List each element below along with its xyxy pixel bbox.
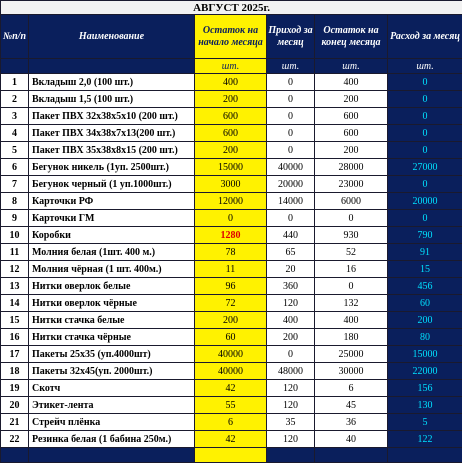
unit-num[interactable] <box>1 59 29 74</box>
end-balance-cell[interactable]: 0 <box>315 210 388 227</box>
income-cell[interactable]: 360 <box>267 278 315 295</box>
item-name-cell[interactable]: Коробки <box>29 227 195 244</box>
income-cell[interactable]: 0 <box>267 74 315 91</box>
row-number-cell[interactable]: 3 <box>1 108 29 125</box>
income-cell[interactable]: 0 <box>267 142 315 159</box>
row-number-cell[interactable]: 6 <box>1 159 29 176</box>
unit-income[interactable]: шт. <box>267 59 315 74</box>
start-balance-cell[interactable]: 60 <box>195 329 267 346</box>
start-balance-cell[interactable]: 200 <box>195 91 267 108</box>
expense-cell[interactable]: 0 <box>388 210 462 227</box>
row-number-cell[interactable]: 4 <box>1 125 29 142</box>
expense-cell[interactable]: 91 <box>388 244 462 261</box>
table-row <box>1 142 462 159</box>
start-balance-cell[interactable]: 55 <box>195 397 267 414</box>
header-start[interactable]: Остаток на начало месяца <box>195 15 267 59</box>
table-row <box>1 397 462 414</box>
expense-cell[interactable]: 0 <box>388 108 462 125</box>
expense-cell[interactable]: 22000 <box>388 363 462 380</box>
income-cell[interactable]: 120 <box>267 380 315 397</box>
table-row <box>1 363 462 380</box>
header-num[interactable]: №п/п <box>1 15 29 59</box>
income-cell[interactable]: 20 <box>267 261 315 278</box>
end-balance-cell[interactable]: 600 <box>315 125 388 142</box>
item-name-cell[interactable]: Пакет ПВХ 35х38х8х15 (200 шт.) <box>29 142 195 159</box>
income-cell[interactable]: 120 <box>267 295 315 312</box>
row-number-cell[interactable]: 22 <box>1 431 29 448</box>
start-balance-cell[interactable]: 78 <box>195 244 267 261</box>
table-row <box>1 312 462 329</box>
start-balance-cell[interactable]: 600 <box>195 108 267 125</box>
expense-cell[interactable]: 156 <box>388 380 462 397</box>
table-row <box>1 159 462 176</box>
start-balance-cell[interactable]: 11 <box>195 261 267 278</box>
start-balance-cell[interactable]: 15000 <box>195 159 267 176</box>
expense-cell[interactable]: 0 <box>388 91 462 108</box>
item-name-cell[interactable]: Пакеты 25х35 (уп.4000шт) <box>29 346 195 363</box>
item-name-cell[interactable]: Нитки оверлок чёрные <box>29 295 195 312</box>
expense-cell[interactable]: 20000 <box>388 193 462 210</box>
header-name[interactable]: Наименование <box>29 15 195 59</box>
expense-cell[interactable]: 200 <box>388 312 462 329</box>
income-cell[interactable]: 0 <box>267 125 315 142</box>
start-balance-cell[interactable]: 600 <box>195 125 267 142</box>
table-row <box>1 108 462 125</box>
row-number-cell[interactable]: 13 <box>1 278 29 295</box>
end-balance-cell[interactable]: 23000 <box>315 176 388 193</box>
income-cell[interactable]: 20000 <box>267 176 315 193</box>
income-cell[interactable]: 65 <box>267 244 315 261</box>
table-row <box>1 346 462 363</box>
item-name-cell[interactable]: Карточки РФ <box>29 193 195 210</box>
item-name-cell[interactable]: Вкладыш 1,5 (100 шт.) <box>29 91 195 108</box>
table-row <box>1 176 462 193</box>
start-balance-cell[interactable]: 40000 <box>195 346 267 363</box>
end-balance-cell[interactable]: 132 <box>315 295 388 312</box>
table-row <box>1 227 462 244</box>
income-cell[interactable]: 0 <box>267 108 315 125</box>
item-name-cell[interactable]: Карточки ГМ <box>29 210 195 227</box>
start-balance-cell[interactable]: 6 <box>195 414 267 431</box>
start-balance-cell[interactable]: 0 <box>195 210 267 227</box>
row-number-cell[interactable]: 16 <box>1 329 29 346</box>
income-cell[interactable]: 48000 <box>267 363 315 380</box>
header-income[interactable]: Приход за месяц <box>267 15 315 59</box>
end-balance-cell[interactable]: 40 <box>315 431 388 448</box>
table-row <box>1 295 462 312</box>
footer-cell-income[interactable] <box>267 448 315 463</box>
table-row <box>1 431 462 448</box>
end-balance-cell[interactable]: 200 <box>315 142 388 159</box>
income-cell[interactable]: 120 <box>267 397 315 414</box>
income-cell[interactable]: 200 <box>267 329 315 346</box>
table-row <box>1 125 462 142</box>
row-number-cell[interactable]: 2 <box>1 91 29 108</box>
item-name-cell[interactable]: Этикет-лента <box>29 397 195 414</box>
expense-cell[interactable]: 456 <box>388 278 462 295</box>
table-row <box>1 74 462 91</box>
income-cell[interactable]: 0 <box>267 210 315 227</box>
expense-cell[interactable]: 790 <box>388 227 462 244</box>
row-number-cell[interactable]: 19 <box>1 380 29 397</box>
row-number-cell[interactable]: 10 <box>1 227 29 244</box>
row-number-cell[interactable]: 15 <box>1 312 29 329</box>
expense-cell[interactable]: 80 <box>388 329 462 346</box>
table-row <box>1 91 462 108</box>
unit-name[interactable] <box>29 59 195 74</box>
row-number-cell[interactable]: 7 <box>1 176 29 193</box>
units-row <box>1 59 462 74</box>
unit-end[interactable]: шт. <box>315 59 388 74</box>
item-name-cell[interactable]: Вкладыш 2,0 (100 шт.) <box>29 74 195 91</box>
table-row <box>1 244 462 261</box>
start-balance-cell[interactable]: 400 <box>195 74 267 91</box>
end-balance-cell[interactable]: 45 <box>315 397 388 414</box>
expense-cell[interactable]: 27000 <box>388 159 462 176</box>
end-balance-cell[interactable]: 52 <box>315 244 388 261</box>
expense-cell[interactable]: 122 <box>388 431 462 448</box>
header-end[interactable]: Остаток на конец месяца <box>315 15 388 59</box>
title-row <box>1 1 462 15</box>
end-balance-cell[interactable]: 400 <box>315 74 388 91</box>
item-name-cell[interactable]: Бегунок никель (1уп. 2500шт.) <box>29 159 195 176</box>
end-balance-cell[interactable]: 180 <box>315 329 388 346</box>
end-balance-cell[interactable]: 30000 <box>315 363 388 380</box>
item-name-cell[interactable]: Нитки стачка чёрные <box>29 329 195 346</box>
row-number-cell[interactable]: 5 <box>1 142 29 159</box>
end-balance-cell[interactable]: 600 <box>315 108 388 125</box>
end-balance-cell[interactable]: 400 <box>315 312 388 329</box>
end-balance-cell[interactable]: 6 <box>315 380 388 397</box>
footer-cell-name[interactable] <box>29 448 195 463</box>
income-cell[interactable]: 35 <box>267 414 315 431</box>
sheet-title[interactable]: АВГУСТ 2025г. <box>1 1 462 15</box>
income-cell[interactable]: 0 <box>267 91 315 108</box>
end-balance-cell[interactable]: 0 <box>315 278 388 295</box>
start-balance-cell[interactable]: 42 <box>195 431 267 448</box>
footer-cell-start[interactable] <box>195 448 267 463</box>
income-cell[interactable]: 14000 <box>267 193 315 210</box>
start-balance-cell[interactable]: 200 <box>195 142 267 159</box>
expense-cell[interactable]: 0 <box>388 142 462 159</box>
income-cell[interactable]: 0 <box>267 346 315 363</box>
item-name-cell[interactable]: Нитки стачка белые <box>29 312 195 329</box>
footer-cell-end[interactable] <box>315 448 388 463</box>
expense-cell[interactable]: 5 <box>388 414 462 431</box>
row-number-cell[interactable]: 9 <box>1 210 29 227</box>
item-name-cell[interactable]: Резинка белая (1 бабина 250м.) <box>29 431 195 448</box>
row-number-cell[interactable]: 20 <box>1 397 29 414</box>
end-balance-cell[interactable]: 6000 <box>315 193 388 210</box>
income-cell[interactable]: 40000 <box>267 159 315 176</box>
expense-cell[interactable]: 130 <box>388 397 462 414</box>
end-balance-cell[interactable]: 28000 <box>315 159 388 176</box>
item-name-cell[interactable]: Скотч <box>29 380 195 397</box>
header-expense[interactable]: Расход за месяц <box>388 15 462 59</box>
start-balance-cell[interactable]: 40000 <box>195 363 267 380</box>
row-number-cell[interactable]: 8 <box>1 193 29 210</box>
table-row <box>1 210 462 227</box>
row-number-cell[interactable]: 14 <box>1 295 29 312</box>
start-balance-cell[interactable]: 200 <box>195 312 267 329</box>
header-row <box>1 15 462 59</box>
expense-cell[interactable]: 15000 <box>388 346 462 363</box>
table-row <box>1 193 462 210</box>
row-number-cell[interactable]: 1 <box>1 74 29 91</box>
expense-cell[interactable]: 60 <box>388 295 462 312</box>
end-balance-cell[interactable]: 25000 <box>315 346 388 363</box>
start-balance-cell[interactable]: 12000 <box>195 193 267 210</box>
footer-row <box>1 448 462 463</box>
end-balance-cell[interactable]: 200 <box>315 91 388 108</box>
end-balance-cell[interactable]: 16 <box>315 261 388 278</box>
expense-cell[interactable]: 0 <box>388 176 462 193</box>
expense-cell[interactable]: 15 <box>388 261 462 278</box>
footer-cell-expense[interactable] <box>388 448 462 463</box>
expense-cell[interactable]: 0 <box>388 125 462 142</box>
table-row <box>1 278 462 295</box>
table-row <box>1 380 462 397</box>
start-balance-cell[interactable]: 42 <box>195 380 267 397</box>
row-number-cell[interactable]: 21 <box>1 414 29 431</box>
item-name-cell[interactable]: Пакет ПВХ 32х38х5х10 (200 шт.) <box>29 108 195 125</box>
table-row <box>1 414 462 431</box>
item-name-cell[interactable]: Стрейч плёнка <box>29 414 195 431</box>
start-balance-cell[interactable]: 3000 <box>195 176 267 193</box>
row-number-cell[interactable]: 12 <box>1 261 29 278</box>
footer-cell-num[interactable] <box>1 448 29 463</box>
item-name-cell[interactable]: Молния белая (1шт. 400 м.) <box>29 244 195 261</box>
unit-expense[interactable]: шт. <box>388 59 462 74</box>
row-number-cell[interactable]: 11 <box>1 244 29 261</box>
table-row <box>1 329 462 346</box>
income-cell[interactable]: 120 <box>267 431 315 448</box>
item-name-cell[interactable]: Бегунок черный (1 уп.1000шт.) <box>29 176 195 193</box>
row-number-cell[interactable]: 18 <box>1 363 29 380</box>
item-name-cell[interactable]: Нитки оверлок белые <box>29 278 195 295</box>
income-cell[interactable]: 440 <box>267 227 315 244</box>
start-balance-cell[interactable]: 96 <box>195 278 267 295</box>
start-balance-cell[interactable]: 72 <box>195 295 267 312</box>
end-balance-cell[interactable]: 36 <box>315 414 388 431</box>
income-cell[interactable]: 400 <box>267 312 315 329</box>
item-name-cell[interactable]: Молния чёрная (1 шт. 400м.) <box>29 261 195 278</box>
table-row <box>1 261 462 278</box>
item-name-cell[interactable]: Пакет ПВХ 34х38х7х13(200 шт.) <box>29 125 195 142</box>
unit-start[interactable]: шт. <box>195 59 267 74</box>
start-balance-cell[interactable]: 1280 <box>195 227 267 244</box>
row-number-cell[interactable]: 17 <box>1 346 29 363</box>
expense-cell[interactable]: 0 <box>388 74 462 91</box>
end-balance-cell[interactable]: 930 <box>315 227 388 244</box>
item-name-cell[interactable]: Пакеты 32х45(уп. 2000шт.) <box>29 363 195 380</box>
